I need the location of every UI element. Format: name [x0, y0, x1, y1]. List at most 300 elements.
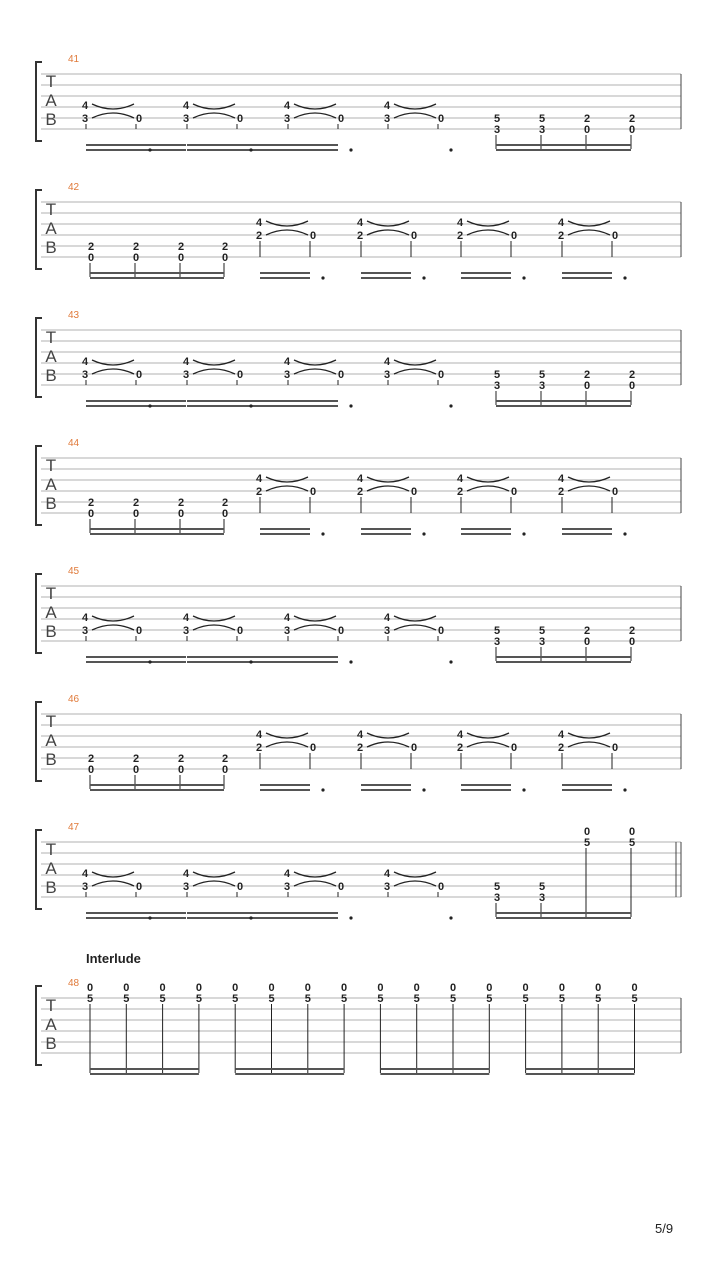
tab-clef-letter: T	[45, 712, 57, 731]
beam	[496, 912, 631, 914]
beam	[562, 784, 612, 786]
fret-number: 4	[182, 612, 190, 624]
tab-clef-letter: B	[45, 366, 57, 385]
fret-number: 0	[628, 124, 636, 136]
fret-number: 0	[236, 881, 244, 893]
fret-number: 2	[356, 486, 364, 498]
fret-number: 3	[283, 881, 291, 893]
dot	[522, 276, 525, 279]
tab-clef-letter: T	[45, 996, 57, 1015]
fret-number: 4	[356, 729, 364, 741]
fret-number: 0	[268, 982, 275, 994]
fret-number: 0	[410, 486, 418, 498]
fret-number: 3	[383, 881, 391, 893]
fret-number: 0	[177, 764, 185, 776]
fret-number: 2	[628, 369, 636, 381]
fret-number: 2	[221, 753, 229, 765]
fret-number: 5	[449, 993, 457, 1005]
fret-number: 5	[377, 993, 384, 1005]
dot	[422, 532, 425, 535]
tab-clef-letter: B	[45, 1034, 57, 1053]
fret-number: 0	[413, 982, 420, 994]
tab-clef-letter: T	[45, 584, 57, 603]
beam	[288, 917, 338, 919]
fret-number: 0	[611, 230, 619, 242]
beam	[86, 912, 186, 914]
fret-number: 3	[493, 380, 501, 392]
beam	[86, 149, 186, 151]
tab-clef-letter: T	[45, 840, 57, 859]
dot	[249, 148, 252, 151]
fret-number: 2	[255, 230, 263, 242]
fret-number: 0	[611, 486, 619, 498]
beam	[90, 277, 224, 279]
fret-number: 2	[628, 625, 636, 637]
dot	[249, 660, 252, 663]
measure-number: 44	[68, 438, 80, 449]
fret-number: 5	[631, 993, 638, 1005]
hammer-on-arc	[568, 221, 610, 235]
hammer-on-arc	[367, 221, 409, 235]
fret-number: 5	[522, 993, 529, 1005]
fret-number: 2	[255, 742, 263, 754]
dot	[349, 916, 352, 919]
fret-number: 3	[283, 625, 291, 637]
hammer-on-arc	[92, 872, 134, 886]
fret-number: 4	[283, 868, 291, 880]
page-number: 5/9	[655, 1221, 674, 1236]
measure-number: 41	[68, 54, 80, 65]
fret-number: 5	[493, 881, 501, 893]
hammer-on-arc	[266, 477, 308, 491]
fret-number: 3	[538, 636, 546, 648]
fret-number: 0	[522, 982, 529, 994]
fret-number: 0	[437, 881, 445, 893]
beam	[235, 1068, 344, 1070]
fret-number: 4	[81, 356, 89, 368]
beam	[380, 1073, 489, 1075]
hammer-on-arc	[92, 360, 134, 374]
beam	[90, 528, 224, 530]
fret-number: 2	[557, 486, 565, 498]
fret-number: 2	[177, 241, 185, 253]
fret-number: 5	[538, 881, 546, 893]
beam	[288, 661, 338, 663]
beam	[461, 789, 511, 791]
fret-number: 2	[456, 230, 464, 242]
beam	[187, 149, 288, 151]
fret-number: 5	[413, 993, 420, 1005]
fret-number: 2	[557, 742, 565, 754]
fret-number: 0	[86, 982, 94, 994]
tab-clef-letter: B	[45, 750, 57, 769]
fret-number: 4	[383, 100, 391, 112]
beam	[461, 533, 511, 535]
fret-number: 2	[255, 486, 263, 498]
beam	[260, 272, 310, 274]
fret-number: 0	[628, 636, 636, 648]
fret-number: 0	[309, 230, 317, 242]
beam	[562, 272, 612, 274]
fret-number: 2	[583, 369, 591, 381]
beam	[461, 528, 511, 530]
fret-number: 5	[538, 113, 546, 125]
fret-number: 4	[255, 217, 263, 229]
beam	[361, 528, 411, 530]
tab-clef-letter: A	[45, 91, 57, 110]
fret-number: 4	[81, 868, 89, 880]
fret-number: 3	[81, 625, 89, 637]
hammer-on-arc	[467, 221, 509, 235]
fret-number: 3	[283, 369, 291, 381]
fret-number: 5	[159, 993, 166, 1005]
fret-number: 0	[87, 252, 95, 264]
fret-number: 4	[182, 100, 190, 112]
fret-number: 0	[510, 486, 518, 498]
tab-clef-letter: B	[45, 494, 57, 513]
measure-number: 45	[68, 566, 80, 577]
fret-number: 0	[309, 742, 317, 754]
beam	[361, 277, 411, 279]
fret-number: 0	[341, 982, 348, 994]
fret-number: 4	[356, 217, 364, 229]
beam	[288, 144, 338, 146]
dot	[623, 532, 626, 535]
fret-number: 4	[557, 217, 565, 229]
beam	[187, 400, 288, 402]
beam	[562, 277, 612, 279]
hammer-on-arc	[294, 872, 336, 886]
tab-clef-letter: B	[45, 238, 57, 257]
fret-number: 0	[87, 764, 95, 776]
fret-number: 5	[493, 625, 501, 637]
dot	[349, 404, 352, 407]
hammer-on-arc	[193, 616, 235, 630]
tab-clef-letter: A	[45, 219, 57, 238]
fret-number: 4	[557, 473, 565, 485]
hammer-on-arc	[266, 221, 308, 235]
dot	[449, 660, 452, 663]
fret-number: 5	[595, 993, 602, 1005]
beam	[260, 277, 310, 279]
fret-number: 0	[195, 982, 202, 994]
tab-clef-letter: A	[45, 603, 57, 622]
fret-number: 0	[236, 369, 244, 381]
fret-number: 0	[159, 982, 166, 994]
beam	[90, 784, 224, 786]
fret-number: 0	[628, 826, 636, 838]
beam	[86, 405, 186, 407]
fret-number: 5	[628, 837, 636, 849]
beam	[562, 533, 612, 535]
beam	[380, 1068, 489, 1070]
fret-number: 0	[583, 380, 591, 392]
tab-clef-letter: T	[45, 200, 57, 219]
hammer-on-arc	[92, 616, 134, 630]
dot	[321, 532, 324, 535]
fret-number: 5	[304, 993, 311, 1005]
fret-number: 5	[86, 993, 94, 1005]
measure-number: 47	[68, 822, 80, 833]
fret-number: 0	[177, 508, 185, 520]
fret-number: 5	[583, 837, 591, 849]
beam	[496, 661, 631, 663]
beam	[288, 912, 338, 914]
dot	[522, 788, 525, 791]
hammer-on-arc	[92, 104, 134, 118]
tab-clef-letter: B	[45, 110, 57, 129]
tab-clef-letter: T	[45, 72, 57, 91]
hammer-on-arc	[467, 733, 509, 747]
dot	[623, 276, 626, 279]
fret-number: 0	[132, 252, 140, 264]
fret-number: 4	[182, 868, 190, 880]
fret-number: 0	[221, 764, 229, 776]
beam	[526, 1073, 635, 1075]
hammer-on-arc	[467, 477, 509, 491]
beam	[361, 784, 411, 786]
hammer-on-arc	[568, 477, 610, 491]
hammer-on-arc	[394, 360, 436, 374]
beam	[461, 272, 511, 274]
fret-number: 4	[383, 868, 391, 880]
dot	[449, 404, 452, 407]
fret-number: 4	[383, 612, 391, 624]
dot	[522, 532, 525, 535]
fret-number: 2	[356, 742, 364, 754]
fret-number: 3	[182, 369, 190, 381]
beam	[496, 149, 631, 151]
beam	[86, 661, 186, 663]
fret-number: 5	[195, 993, 202, 1005]
fret-number: 3	[182, 625, 190, 637]
fret-number: 0	[135, 881, 143, 893]
measure-number: 46	[68, 694, 80, 705]
fret-number: 0	[236, 113, 244, 125]
fret-number: 4	[456, 473, 464, 485]
beam	[260, 784, 310, 786]
beam	[235, 1073, 344, 1075]
beam	[461, 784, 511, 786]
fret-number: 4	[182, 356, 190, 368]
fret-number: 0	[449, 982, 457, 994]
dot	[148, 404, 151, 407]
beam	[361, 533, 411, 535]
dot	[148, 916, 151, 919]
fret-number: 2	[583, 113, 591, 125]
fret-number: 4	[356, 473, 364, 485]
hammer-on-arc	[294, 616, 336, 630]
hammer-on-arc	[266, 733, 308, 747]
beam	[90, 272, 224, 274]
measure-number: 43	[68, 310, 80, 321]
beam	[260, 789, 310, 791]
beam	[461, 277, 511, 279]
fret-number: 2	[557, 230, 565, 242]
tab-clef-letter: A	[45, 475, 57, 494]
dot	[321, 276, 324, 279]
beam	[90, 1068, 199, 1070]
hammer-on-arc	[394, 104, 436, 118]
fret-number: 0	[236, 625, 244, 637]
beam	[496, 917, 631, 919]
fret-number: 3	[538, 124, 546, 136]
fret-number: 3	[383, 113, 391, 125]
beam	[496, 400, 631, 402]
fret-number: 5	[486, 993, 493, 1005]
fret-number: 3	[182, 113, 190, 125]
hammer-on-arc	[294, 360, 336, 374]
beam	[288, 656, 338, 658]
fret-number: 4	[283, 612, 291, 624]
beam	[187, 144, 288, 146]
beam	[86, 656, 186, 658]
tab-clef-letter: B	[45, 622, 57, 641]
beam	[260, 528, 310, 530]
fret-number: 5	[123, 993, 130, 1005]
tab-clef-letter: B	[45, 878, 57, 897]
fret-number: 0	[410, 742, 418, 754]
fret-number: 2	[177, 497, 185, 509]
fret-number: 3	[383, 625, 391, 637]
fret-number: 2	[132, 497, 140, 509]
section-label: Interlude	[86, 951, 141, 966]
fret-number: 5	[493, 369, 501, 381]
beam	[187, 661, 288, 663]
fret-number: 2	[356, 230, 364, 242]
dot	[449, 916, 452, 919]
fret-number: 2	[221, 241, 229, 253]
fret-number: 2	[87, 497, 95, 509]
fret-number: 5	[493, 113, 501, 125]
fret-number: 2	[628, 113, 636, 125]
fret-number: 0	[304, 982, 311, 994]
dot	[249, 404, 252, 407]
fret-number: 3	[493, 892, 501, 904]
fret-number: 0	[123, 982, 130, 994]
tab-clef-letter: A	[45, 859, 57, 878]
beam	[496, 405, 631, 407]
fret-number: 5	[558, 993, 565, 1005]
dot	[148, 148, 151, 151]
fret-number: 3	[182, 881, 190, 893]
fret-number: 2	[177, 753, 185, 765]
fret-number: 4	[81, 612, 89, 624]
fret-number: 0	[337, 113, 345, 125]
fret-number: 3	[538, 892, 546, 904]
fret-number: 0	[135, 113, 143, 125]
beam	[288, 149, 338, 151]
fret-number: 0	[87, 508, 95, 520]
fret-number: 0	[132, 764, 140, 776]
beam	[90, 789, 224, 791]
fret-number: 5	[538, 369, 546, 381]
fret-number: 4	[456, 729, 464, 741]
fret-number: 5	[268, 993, 275, 1005]
fret-number: 0	[132, 508, 140, 520]
fret-number: 3	[81, 369, 89, 381]
hammer-on-arc	[193, 872, 235, 886]
hammer-on-arc	[367, 477, 409, 491]
fret-number: 4	[81, 100, 89, 112]
tab-clef-letter: A	[45, 347, 57, 366]
beam	[361, 272, 411, 274]
beam	[187, 917, 288, 919]
fret-number: 0	[595, 982, 602, 994]
fret-number: 0	[558, 982, 565, 994]
measure-number: 48	[68, 978, 80, 989]
dot	[422, 276, 425, 279]
fret-number: 0	[337, 625, 345, 637]
beam	[187, 656, 288, 658]
fret-number: 0	[631, 982, 638, 994]
fret-number: 3	[538, 380, 546, 392]
fret-number: 5	[341, 993, 348, 1005]
fret-number: 3	[283, 113, 291, 125]
fret-number: 2	[132, 753, 140, 765]
fret-number: 0	[437, 369, 445, 381]
fret-number: 5	[232, 993, 239, 1005]
tab-clef-letter: T	[45, 456, 57, 475]
measure-number: 42	[68, 182, 80, 193]
fret-number: 0	[437, 113, 445, 125]
fret-number: 0	[628, 380, 636, 392]
hammer-on-arc	[193, 104, 235, 118]
fret-number: 0	[510, 230, 518, 242]
fret-number: 3	[493, 636, 501, 648]
dot	[148, 660, 151, 663]
hammer-on-arc	[294, 104, 336, 118]
beam	[187, 912, 288, 914]
fret-number: 0	[221, 508, 229, 520]
dot	[321, 788, 324, 791]
fret-number: 0	[135, 369, 143, 381]
beam	[86, 400, 186, 402]
beam	[496, 144, 631, 146]
fret-number: 3	[383, 369, 391, 381]
beam	[90, 1073, 199, 1075]
fret-number: 0	[486, 982, 493, 994]
fret-number: 4	[255, 473, 263, 485]
beam	[562, 789, 612, 791]
beam	[260, 533, 310, 535]
tab-clef-letter: A	[45, 1015, 57, 1034]
dot	[249, 916, 252, 919]
fret-number: 3	[493, 124, 501, 136]
fret-number: 2	[221, 497, 229, 509]
beam	[187, 405, 288, 407]
hammer-on-arc	[568, 733, 610, 747]
fret-number: 2	[87, 753, 95, 765]
fret-number: 0	[377, 982, 384, 994]
hammer-on-arc	[193, 360, 235, 374]
fret-number: 4	[255, 729, 263, 741]
dot	[623, 788, 626, 791]
beam	[562, 528, 612, 530]
beam	[496, 656, 631, 658]
fret-number: 0	[232, 982, 239, 994]
beam	[288, 400, 338, 402]
fret-number: 4	[383, 356, 391, 368]
fret-number: 2	[132, 241, 140, 253]
fret-number: 0	[337, 369, 345, 381]
fret-number: 3	[81, 113, 89, 125]
hammer-on-arc	[367, 733, 409, 747]
fret-number: 2	[583, 625, 591, 637]
hammer-on-arc	[394, 616, 436, 630]
fret-number: 4	[557, 729, 565, 741]
fret-number: 0	[221, 252, 229, 264]
